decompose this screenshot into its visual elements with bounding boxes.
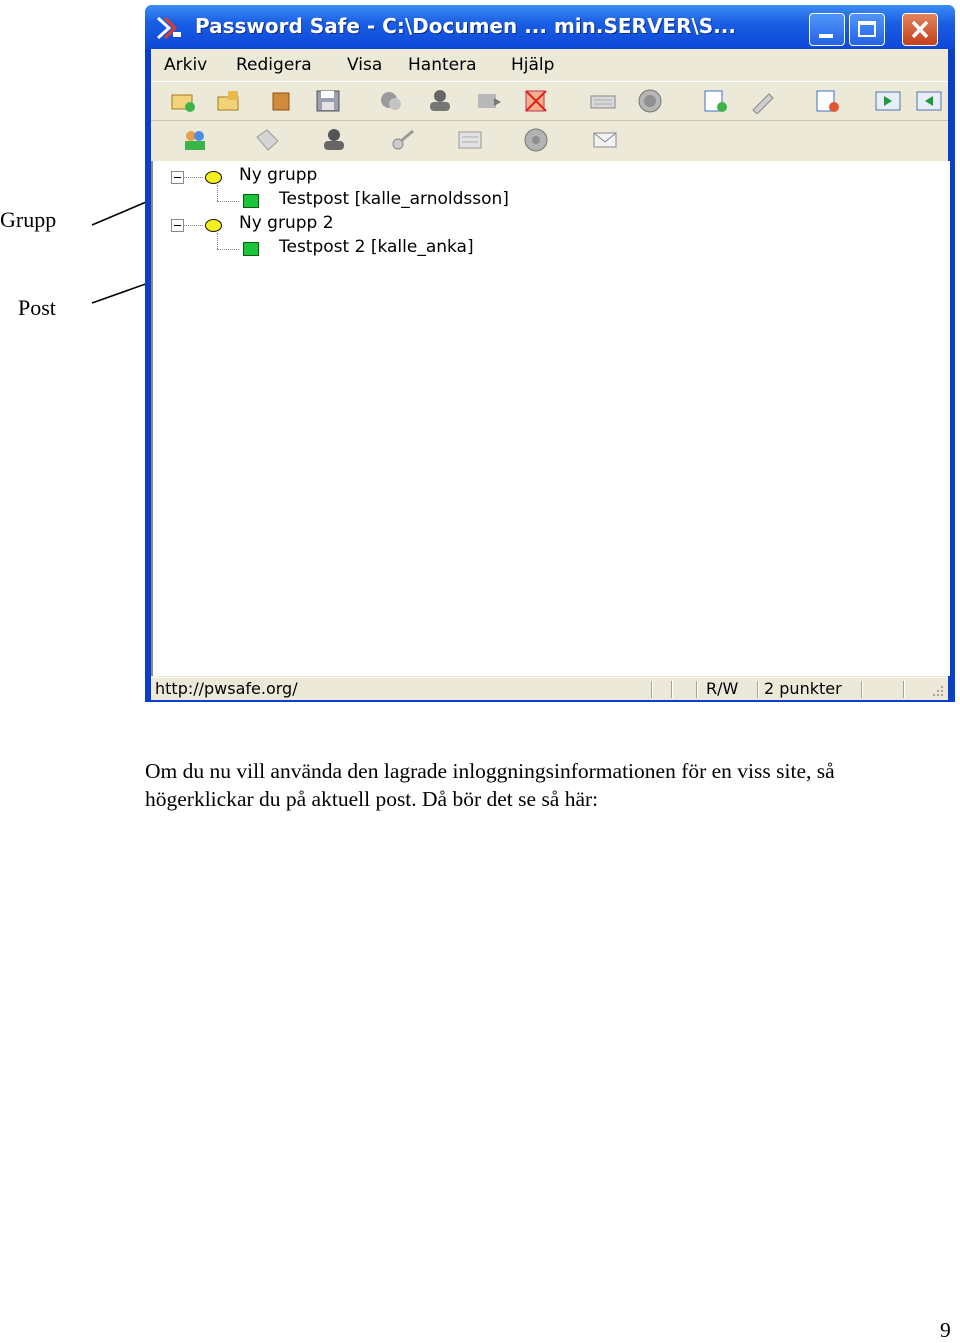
autotype-icon[interactable] bbox=[589, 88, 617, 114]
status-divider bbox=[861, 681, 862, 698]
tree-line bbox=[217, 201, 239, 202]
status-divider bbox=[903, 681, 904, 698]
tree-line bbox=[217, 185, 218, 201]
status-divider bbox=[651, 681, 652, 698]
menu-hantera[interactable]: Hantera bbox=[408, 55, 477, 75]
expand-all-icon[interactable] bbox=[874, 88, 902, 114]
status-divider bbox=[696, 681, 697, 698]
annotation-grupp: Grupp bbox=[0, 207, 57, 232]
body-paragraph: Om du nu vill använda den lagrade inloggningsinformationen för en viss site, så högerklickar du på aktuell post. Då bör det se så här: bbox=[145, 759, 835, 811]
copy-password-icon[interactable] bbox=[377, 88, 405, 114]
window-title: Password Safe - C:\Documen ... min.SERVER\S... bbox=[195, 14, 736, 38]
toolbar-main bbox=[151, 81, 948, 121]
clear-clipboard-icon[interactable] bbox=[522, 88, 550, 114]
status-url: http://pwsafe.org/ bbox=[155, 679, 298, 698]
key-icon[interactable] bbox=[389, 127, 417, 153]
menu-bar bbox=[151, 49, 948, 81]
menu-redigera[interactable]: Redigera bbox=[236, 55, 312, 75]
entry-icon bbox=[243, 194, 259, 208]
mail-icon[interactable] bbox=[591, 127, 619, 153]
delete-entry-icon[interactable] bbox=[813, 88, 841, 114]
resize-grip-icon[interactable] bbox=[931, 684, 945, 698]
new-database-icon[interactable] bbox=[169, 88, 197, 114]
close-icon bbox=[903, 14, 937, 45]
menu-arkiv[interactable]: Arkiv bbox=[164, 55, 208, 75]
status-divider bbox=[671, 681, 672, 698]
open-database-icon[interactable] bbox=[215, 88, 243, 114]
password-safe-app-icon bbox=[155, 14, 183, 42]
entry-tree[interactable] bbox=[151, 161, 950, 676]
tree-group-ny-grupp-2[interactable]: Ny grupp 2 bbox=[239, 213, 334, 233]
password-safe-window bbox=[145, 5, 955, 702]
status-bar bbox=[151, 677, 948, 700]
toolbar-secondary bbox=[151, 121, 948, 159]
tree-line bbox=[217, 249, 239, 250]
manage-users-icon[interactable] bbox=[181, 127, 209, 153]
group-icon bbox=[205, 219, 222, 232]
close-button[interactable] bbox=[902, 13, 938, 46]
user-icon[interactable] bbox=[320, 127, 348, 153]
collapse-group-toggle[interactable] bbox=[171, 171, 184, 184]
save-icon[interactable] bbox=[314, 88, 342, 114]
menu-visa[interactable]: Visa bbox=[347, 55, 383, 75]
collapse-group-toggle[interactable] bbox=[171, 219, 184, 232]
copy-username-icon[interactable] bbox=[426, 88, 454, 114]
status-mode: R/W bbox=[706, 679, 739, 698]
tree-group-ny-grupp[interactable]: Ny grupp bbox=[239, 165, 318, 185]
copy-notes-icon[interactable] bbox=[475, 88, 503, 114]
minimize-button[interactable] bbox=[809, 13, 845, 46]
maximize-button[interactable] bbox=[849, 13, 885, 46]
group-icon bbox=[205, 171, 222, 184]
tree-line bbox=[217, 233, 218, 249]
list-icon[interactable] bbox=[456, 127, 484, 153]
close-database-icon[interactable] bbox=[267, 88, 295, 114]
page-number: 9 bbox=[940, 1318, 951, 1342]
menu-hjalp[interactable]: Hjälp bbox=[511, 55, 555, 75]
add-entry-icon[interactable] bbox=[701, 88, 729, 114]
minimize-icon bbox=[819, 34, 833, 38]
status-divider bbox=[757, 681, 758, 698]
maximize-icon bbox=[858, 21, 876, 37]
browse-url-icon[interactable] bbox=[636, 88, 664, 114]
disc-icon[interactable] bbox=[522, 127, 550, 153]
window-client bbox=[151, 49, 948, 699]
tree-entry-testpost[interactable]: Testpost [kalle_arnoldsson] bbox=[279, 189, 509, 209]
edit-entry-icon[interactable] bbox=[749, 88, 777, 114]
tree-entry-testpost-2[interactable]: Testpost 2 [kalle_anka] bbox=[279, 237, 474, 257]
title-bar[interactable] bbox=[145, 5, 955, 49]
status-count: 2 punkter bbox=[764, 679, 842, 698]
collapse-all-icon[interactable] bbox=[915, 88, 943, 114]
annotation-post: Post bbox=[18, 295, 56, 320]
entry-icon bbox=[243, 242, 259, 256]
tag-icon[interactable] bbox=[253, 127, 281, 153]
